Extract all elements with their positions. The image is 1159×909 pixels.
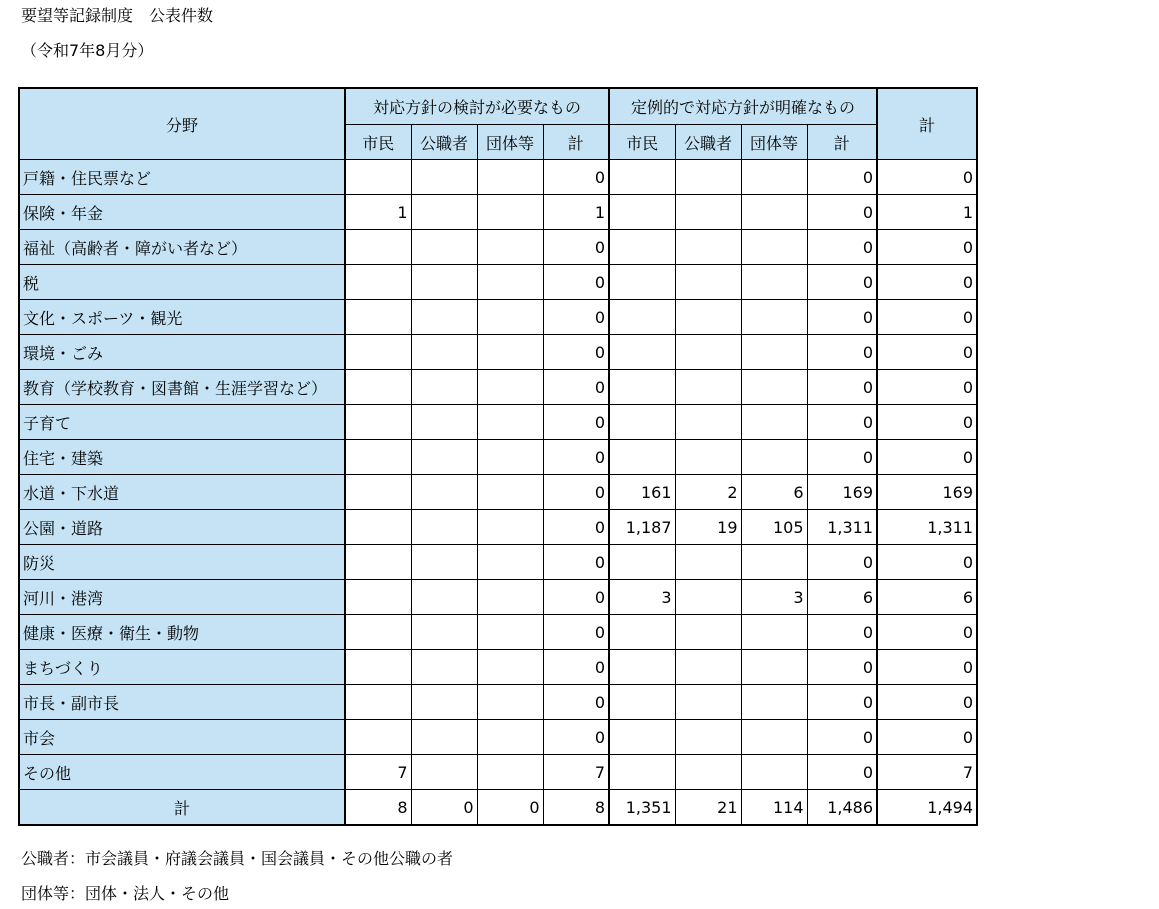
table-row bbox=[19, 440, 977, 475]
cell-review-needed bbox=[345, 580, 411, 615]
cell-review-needed bbox=[345, 335, 411, 370]
cell-review-needed bbox=[345, 265, 411, 300]
total-routine: 21 bbox=[675, 790, 741, 826]
cell-review-needed bbox=[345, 475, 411, 510]
cell-review-needed bbox=[477, 545, 543, 580]
subheader-group-b: 団体等 bbox=[741, 125, 807, 160]
cell-review-needed bbox=[477, 300, 543, 335]
cell-review-needed: 0 bbox=[543, 370, 609, 405]
cell-routine bbox=[741, 335, 807, 370]
cell-review-needed: 0 bbox=[543, 405, 609, 440]
cell-routine bbox=[741, 300, 807, 335]
total-routine: 1,351 bbox=[609, 790, 675, 826]
cell-review-needed: 0 bbox=[543, 265, 609, 300]
table-row bbox=[19, 475, 977, 510]
cell-review-needed bbox=[411, 370, 477, 405]
cell-review-needed: 7 bbox=[543, 755, 609, 790]
table-row bbox=[19, 300, 977, 335]
cell-routine bbox=[741, 755, 807, 790]
row-label: 公園・道路 bbox=[19, 510, 345, 545]
cell-row-total: 7 bbox=[877, 755, 977, 790]
cell-row-total: 0 bbox=[877, 265, 977, 300]
cell-review-needed bbox=[477, 265, 543, 300]
cell-routine bbox=[741, 370, 807, 405]
row-label: 健康・医療・衛生・動物 bbox=[19, 615, 345, 650]
cell-row-total: 0 bbox=[877, 650, 977, 685]
note-groups: 団体等：団体・法人・その他 bbox=[21, 884, 230, 903]
cell-routine bbox=[609, 370, 675, 405]
total-routine: 114 bbox=[741, 790, 807, 826]
table-row bbox=[19, 755, 977, 790]
row-label: 住宅・建築 bbox=[19, 440, 345, 475]
cell-row-total: 0 bbox=[877, 230, 977, 265]
row-label: 税 bbox=[19, 265, 345, 300]
table-row bbox=[19, 580, 977, 615]
cell-routine: 0 bbox=[807, 370, 877, 405]
cell-routine: 0 bbox=[807, 160, 877, 195]
header-group-routine: 定例的で対応方針が明確なもの bbox=[609, 88, 877, 125]
cell-review-needed: 0 bbox=[543, 545, 609, 580]
total-review-needed: 0 bbox=[477, 790, 543, 826]
row-label: 子育て bbox=[19, 405, 345, 440]
cell-review-needed bbox=[411, 685, 477, 720]
cell-routine: 2 bbox=[675, 475, 741, 510]
cell-review-needed: 0 bbox=[543, 615, 609, 650]
table-row bbox=[19, 230, 977, 265]
row-label: その他 bbox=[19, 755, 345, 790]
cell-routine bbox=[609, 440, 675, 475]
cell-routine bbox=[609, 405, 675, 440]
cell-review-needed: 0 bbox=[543, 440, 609, 475]
cell-routine bbox=[609, 335, 675, 370]
cell-review-needed bbox=[345, 440, 411, 475]
cell-review-needed: 7 bbox=[345, 755, 411, 790]
row-label: 福祉（高齢者・障がい者など） bbox=[19, 230, 345, 265]
cell-review-needed bbox=[477, 755, 543, 790]
cell-review-needed: 1 bbox=[543, 195, 609, 230]
cell-row-total: 0 bbox=[877, 405, 977, 440]
cell-review-needed: 0 bbox=[543, 685, 609, 720]
cell-routine: 105 bbox=[741, 510, 807, 545]
cell-routine: 0 bbox=[807, 300, 877, 335]
table-row bbox=[19, 545, 977, 580]
cell-review-needed bbox=[345, 160, 411, 195]
cell-row-total: 169 bbox=[877, 475, 977, 510]
table-row bbox=[19, 615, 977, 650]
cell-routine bbox=[609, 615, 675, 650]
cell-review-needed bbox=[411, 615, 477, 650]
cell-review-needed: 0 bbox=[543, 335, 609, 370]
cell-review-needed bbox=[477, 685, 543, 720]
cell-review-needed bbox=[411, 195, 477, 230]
cell-review-needed bbox=[345, 370, 411, 405]
cell-routine bbox=[741, 720, 807, 755]
cell-row-total: 0 bbox=[877, 545, 977, 580]
cell-routine: 1,187 bbox=[609, 510, 675, 545]
cell-routine bbox=[741, 650, 807, 685]
cell-routine bbox=[609, 265, 675, 300]
grand-total-value: 1,494 bbox=[877, 790, 977, 826]
row-label: 河川・港湾 bbox=[19, 580, 345, 615]
cell-routine bbox=[741, 685, 807, 720]
row-label: 防災 bbox=[19, 545, 345, 580]
cell-routine: 0 bbox=[807, 230, 877, 265]
cell-routine: 0 bbox=[807, 755, 877, 790]
cell-routine bbox=[609, 195, 675, 230]
cell-routine: 0 bbox=[807, 265, 877, 300]
cell-routine: 3 bbox=[741, 580, 807, 615]
subheader-total-a: 計 bbox=[543, 125, 609, 160]
cell-review-needed bbox=[411, 545, 477, 580]
cell-routine: 0 bbox=[807, 195, 877, 230]
cell-routine bbox=[675, 195, 741, 230]
cell-review-needed bbox=[411, 265, 477, 300]
cell-review-needed bbox=[345, 300, 411, 335]
cell-review-needed bbox=[411, 720, 477, 755]
cell-review-needed bbox=[411, 440, 477, 475]
cell-routine bbox=[675, 405, 741, 440]
cell-row-total: 6 bbox=[877, 580, 977, 615]
cell-review-needed: 0 bbox=[543, 650, 609, 685]
note-officials: 公職者：市会議員・府議会議員・国会議員・その他公職の者 bbox=[21, 849, 454, 868]
cell-review-needed bbox=[477, 230, 543, 265]
cell-review-needed bbox=[345, 405, 411, 440]
cell-review-needed: 0 bbox=[543, 580, 609, 615]
cell-review-needed: 0 bbox=[543, 720, 609, 755]
cell-row-total: 0 bbox=[877, 160, 977, 195]
cell-routine: 0 bbox=[807, 615, 877, 650]
cell-review-needed bbox=[345, 720, 411, 755]
cell-review-needed bbox=[411, 475, 477, 510]
statistics-table bbox=[18, 87, 978, 826]
header-group-review-needed: 対応方針の検討が必要なもの bbox=[345, 88, 609, 125]
total-review-needed: 8 bbox=[345, 790, 411, 826]
cell-routine bbox=[675, 300, 741, 335]
table-row bbox=[19, 335, 977, 370]
row-label: 環境・ごみ bbox=[19, 335, 345, 370]
cell-row-total: 0 bbox=[877, 370, 977, 405]
cell-routine: 161 bbox=[609, 475, 675, 510]
page-title: 要望等記録制度 公表件数 bbox=[21, 6, 214, 25]
cell-routine bbox=[741, 545, 807, 580]
table-row bbox=[19, 650, 977, 685]
cell-row-total: 1 bbox=[877, 195, 977, 230]
cell-row-total: 0 bbox=[877, 685, 977, 720]
cell-review-needed bbox=[477, 440, 543, 475]
row-label: 市長・副市長 bbox=[19, 685, 345, 720]
cell-routine bbox=[675, 685, 741, 720]
row-label: 保険・年金 bbox=[19, 195, 345, 230]
cell-routine bbox=[675, 440, 741, 475]
cell-routine bbox=[741, 160, 807, 195]
subheader-group-a: 団体等 bbox=[477, 125, 543, 160]
cell-routine: 0 bbox=[807, 405, 877, 440]
cell-review-needed bbox=[477, 615, 543, 650]
cell-review-needed bbox=[477, 475, 543, 510]
header-field: 分野 bbox=[19, 88, 345, 160]
cell-review-needed bbox=[477, 650, 543, 685]
table-row bbox=[19, 265, 977, 300]
cell-routine: 6 bbox=[741, 475, 807, 510]
cell-review-needed: 0 bbox=[543, 160, 609, 195]
cell-routine bbox=[609, 685, 675, 720]
cell-review-needed bbox=[345, 230, 411, 265]
cell-row-total: 0 bbox=[877, 335, 977, 370]
cell-review-needed bbox=[411, 510, 477, 545]
table-row bbox=[19, 405, 977, 440]
cell-routine: 0 bbox=[807, 685, 877, 720]
cell-routine bbox=[609, 160, 675, 195]
cell-review-needed bbox=[477, 160, 543, 195]
subheader-official-a: 公職者 bbox=[411, 125, 477, 160]
cell-routine bbox=[675, 335, 741, 370]
subheader-citizen-b: 市民 bbox=[609, 125, 675, 160]
cell-routine: 0 bbox=[807, 545, 877, 580]
cell-row-total: 1,311 bbox=[877, 510, 977, 545]
row-label: 戸籍・住民票など bbox=[19, 160, 345, 195]
cell-review-needed bbox=[411, 335, 477, 370]
table-row bbox=[19, 160, 977, 195]
cell-review-needed: 0 bbox=[543, 475, 609, 510]
row-label: まちづくり bbox=[19, 650, 345, 685]
cell-review-needed bbox=[477, 510, 543, 545]
cell-routine bbox=[741, 265, 807, 300]
cell-routine: 0 bbox=[807, 650, 877, 685]
cell-review-needed bbox=[411, 300, 477, 335]
cell-row-total: 0 bbox=[877, 720, 977, 755]
total-review-needed: 0 bbox=[411, 790, 477, 826]
page-subtitle: （令和7年8月分） bbox=[21, 41, 154, 60]
cell-routine bbox=[675, 580, 741, 615]
cell-routine bbox=[675, 650, 741, 685]
cell-routine bbox=[609, 755, 675, 790]
row-label: 教育（学校教育・図書館・生涯学習など） bbox=[19, 370, 345, 405]
cell-review-needed bbox=[411, 755, 477, 790]
row-label: 文化・スポーツ・観光 bbox=[19, 300, 345, 335]
row-label: 水道・下水道 bbox=[19, 475, 345, 510]
subheader-official-b: 公職者 bbox=[675, 125, 741, 160]
subheader-total-b: 計 bbox=[807, 125, 877, 160]
cell-routine bbox=[609, 650, 675, 685]
cell-routine bbox=[675, 265, 741, 300]
cell-review-needed bbox=[477, 580, 543, 615]
cell-routine bbox=[675, 370, 741, 405]
cell-routine: 19 bbox=[675, 510, 741, 545]
cell-routine bbox=[609, 720, 675, 755]
cell-review-needed bbox=[345, 510, 411, 545]
cell-review-needed bbox=[477, 195, 543, 230]
cell-review-needed bbox=[411, 405, 477, 440]
cell-routine: 0 bbox=[807, 335, 877, 370]
cell-routine bbox=[741, 195, 807, 230]
cell-review-needed bbox=[411, 160, 477, 195]
row-label: 市会 bbox=[19, 720, 345, 755]
cell-routine: 3 bbox=[609, 580, 675, 615]
total-row-label: 計 bbox=[19, 790, 345, 826]
table-row bbox=[19, 510, 977, 545]
cell-routine bbox=[741, 405, 807, 440]
cell-routine bbox=[675, 230, 741, 265]
table-row bbox=[19, 195, 977, 230]
cell-review-needed: 1 bbox=[345, 195, 411, 230]
cell-review-needed bbox=[477, 720, 543, 755]
subheader-citizen-a: 市民 bbox=[345, 125, 411, 160]
cell-review-needed bbox=[477, 335, 543, 370]
cell-routine bbox=[741, 230, 807, 265]
cell-routine bbox=[741, 615, 807, 650]
cell-routine: 1,311 bbox=[807, 510, 877, 545]
cell-routine bbox=[675, 720, 741, 755]
table-row bbox=[19, 685, 977, 720]
total-routine: 1,486 bbox=[807, 790, 877, 826]
cell-routine bbox=[675, 755, 741, 790]
cell-routine: 0 bbox=[807, 720, 877, 755]
cell-routine bbox=[675, 545, 741, 580]
cell-routine bbox=[609, 545, 675, 580]
cell-routine bbox=[675, 615, 741, 650]
cell-row-total: 0 bbox=[877, 440, 977, 475]
cell-review-needed: 0 bbox=[543, 510, 609, 545]
cell-review-needed bbox=[411, 650, 477, 685]
cell-review-needed bbox=[345, 685, 411, 720]
header-grand-total: 計 bbox=[877, 88, 977, 160]
cell-review-needed bbox=[345, 615, 411, 650]
cell-routine bbox=[741, 440, 807, 475]
total-row bbox=[19, 790, 977, 826]
cell-review-needed bbox=[411, 230, 477, 265]
cell-review-needed bbox=[411, 580, 477, 615]
cell-review-needed: 0 bbox=[543, 230, 609, 265]
cell-routine: 169 bbox=[807, 475, 877, 510]
table-row bbox=[19, 370, 977, 405]
table-row bbox=[19, 720, 977, 755]
cell-review-needed bbox=[345, 650, 411, 685]
cell-routine: 6 bbox=[807, 580, 877, 615]
total-review-needed: 8 bbox=[543, 790, 609, 826]
cell-row-total: 0 bbox=[877, 615, 977, 650]
cell-routine bbox=[609, 300, 675, 335]
cell-review-needed bbox=[345, 545, 411, 580]
cell-review-needed bbox=[477, 370, 543, 405]
cell-review-needed: 0 bbox=[543, 300, 609, 335]
cell-routine bbox=[675, 160, 741, 195]
cell-row-total: 0 bbox=[877, 300, 977, 335]
cell-review-needed bbox=[477, 405, 543, 440]
cell-routine bbox=[609, 230, 675, 265]
cell-routine: 0 bbox=[807, 440, 877, 475]
